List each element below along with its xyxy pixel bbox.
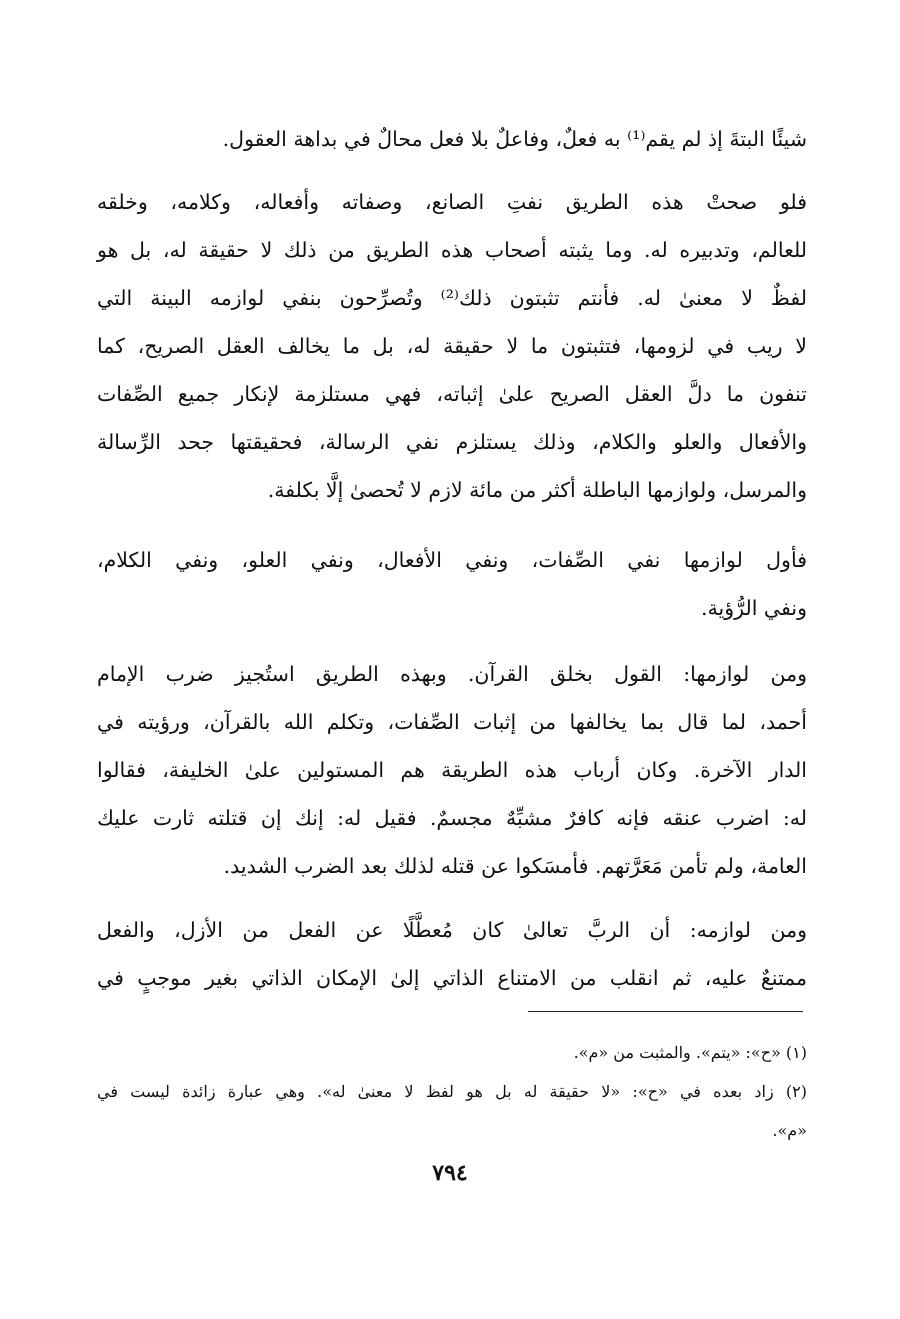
text-line-12: أحمد، لما قال بما يخالفها من إثبات الصِّفات، وتكلم الله بالقرآن، ورؤيته في [97,710,807,734]
text-line-2: فلو صحتْ هذه الطريق نفتِ الصانع، وصفاته وأفعاله، وكلامه، وخلقه [97,190,807,214]
text-line-10: ونفي الرُّؤية. [701,596,807,620]
text-line-4: لفظٌ لا معنىٰ له. فأنتم تثبتون ذلك⁽²⁾ وتُصرِّحون بنفي لوازمه البينة التي [97,286,807,310]
text-line-11: ومن لوازمها: القول بخلق القرآن. وبهذه الطريق استُجيز ضرب الإمام [97,662,807,686]
footnote-2: (٢) زاد بعده في «ح»: «لا حقيقة له بل هو لفظ لا معنىٰ له». وهي عبارة زائدة ليست في [97,1082,807,1101]
text-line-14: له: اضرب عنقه فإنه كافرٌ مشبِّهٌ مجسمٌ. فقيل له: إنك إن قتلته ثارت عليك [97,806,807,830]
footnote-1: (١) «ح»: «يتم». والمثبت من «م». [573,1043,807,1062]
text-line-13: الدار الآخرة. وكان أرباب هذه الطريقة هم المستولين علىٰ الخليفة، فقالوا [97,758,807,782]
footnote-divider [528,1011,803,1012]
text-line-15: العامة، ولم تأمن مَعَرَّتهم. فأمسَكوا عن قتله لذلك بعد الضرب الشديد. [223,854,807,878]
text-line-6: تنفون ما دلَّ العقل الصريح علىٰ إثباته، فهي مستلزمة لإنكار جميع الصِّفات [97,382,807,406]
text-line-9: فأول لوازمها نفي الصِّفات، ونفي الأفعال، ونفي العلو، ونفي الكلام، [97,548,807,572]
text-line-5: لا ريب في لزومها، فتثبتون ما لا حقيقة له، بل ما يخالف العقل الصريح، كما [97,334,807,358]
text-line-1: شيئًا البتةَ إذ لم يقم⁽¹⁾ به فعلٌ، وفاعلٌ بلا فعل محالٌ في بداهة العقول. [222,127,807,151]
text-line-17: ممتنعٌ عليه، ثم انقلب من الامتناع الذاتي إلىٰ الإمكان الذاتي بغير موجبٍ في [97,966,807,990]
text-line-8: والمرسل، ولوازمها الباطلة أكثر من مائة لازم لا تُحصىٰ إلَّا بكلفة. [267,478,807,502]
footnote-2-continuation: «م». [772,1121,807,1140]
page-number: ٧٩٤ [432,1160,468,1186]
text-line-16: ومن لوازمه: أن الربَّ تعالىٰ كان مُعطَّلًا عن الفعل من الأزل، والفعل [97,918,807,942]
text-line-3: للعالم، وتدبيره له. وما يثبته أصحاب هذه الطريق من ذلك لا حقيقة له، بل هو [97,238,807,262]
text-line-7: والأفعال والعلو والكلام، وذلك يستلزم نفي الرسالة، فحقيقتها جحد الرِّسالة [97,430,807,454]
